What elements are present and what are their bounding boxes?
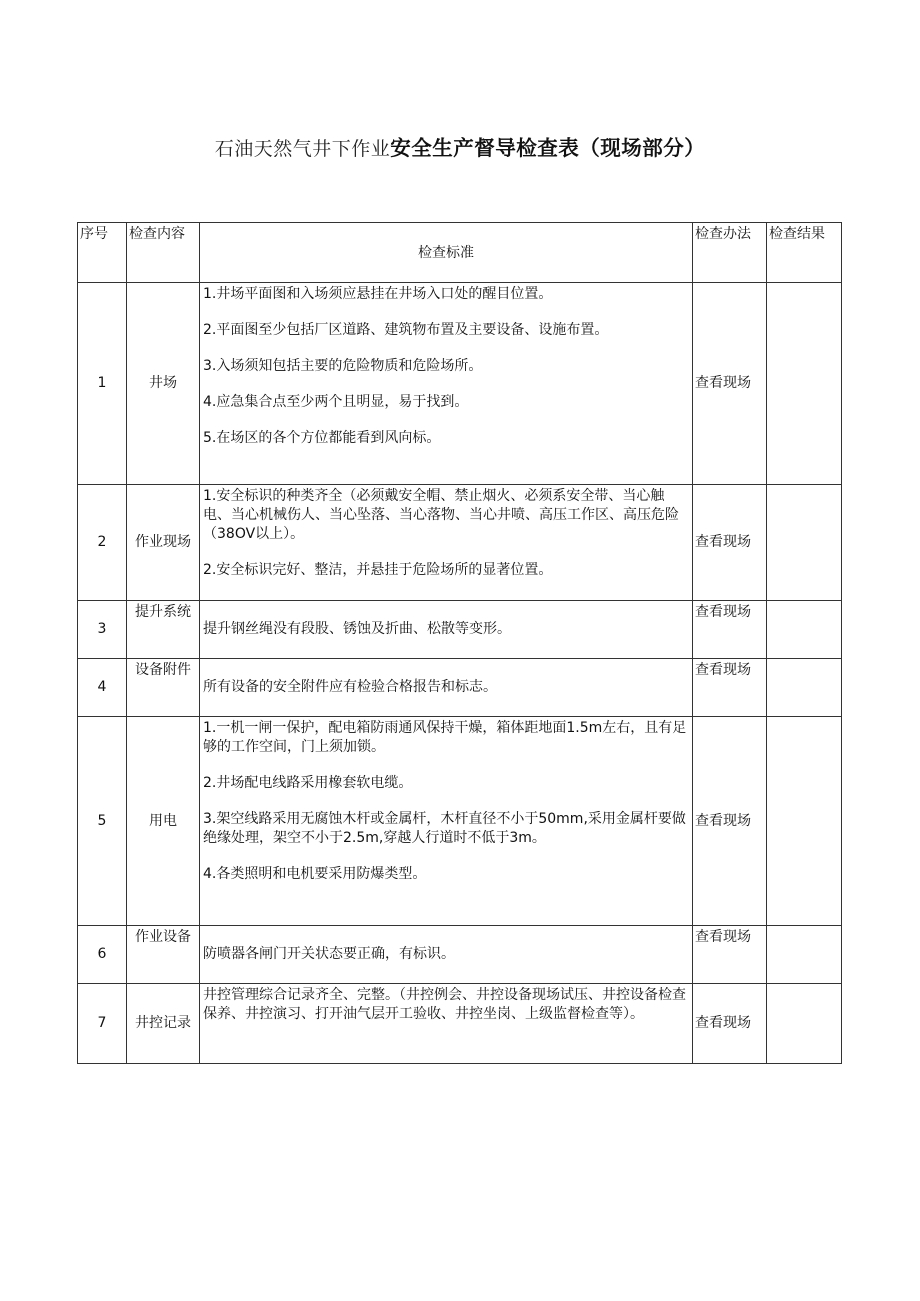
header-no: 序号 [78, 223, 127, 283]
standard-item: 1.井场平面图和入场须应悬挂在井场入口处的醒目位置。 [203, 286, 553, 302]
header-result: 检查结果 [767, 223, 842, 283]
row-method: 查看现场 [693, 485, 767, 601]
table-row [78, 717, 842, 926]
row-content: 井控记录 [127, 984, 200, 1064]
table-header-row [78, 223, 842, 283]
row-standard [200, 485, 693, 601]
row-number: 2 [78, 485, 127, 601]
row-number: 6 [78, 926, 127, 984]
row-result [767, 601, 842, 659]
row-method: 查看现场 [693, 717, 767, 926]
standard-item: 2.井场配电线路采用橡套软电缆。 [203, 775, 413, 791]
standard-item: 防喷器各闸门开关状态要正确，有标识。 [203, 946, 455, 962]
standard-item: 所有设备的安全附件应有检验合格报告和标志。 [203, 679, 497, 695]
standard-item: 4.各类照明和电机要采用防爆类型。 [203, 866, 427, 882]
row-method: 查看现场 [693, 283, 767, 485]
row-result [767, 984, 842, 1064]
row-method: 查看现场 [693, 984, 767, 1064]
inspection-table [77, 222, 842, 1064]
row-content: 作业现场 [127, 485, 200, 601]
row-standard [200, 984, 693, 1064]
row-standard [200, 717, 693, 926]
row-method: 查看现场 [693, 601, 767, 659]
row-standard [200, 283, 693, 485]
row-number: 3 [78, 601, 127, 659]
row-standard [200, 659, 693, 717]
row-number: 5 [78, 717, 127, 926]
table-row [78, 485, 842, 601]
standard-item: 5.在场区的各个方位都能看到风向标。 [203, 430, 441, 446]
row-method: 查看现场 [693, 926, 767, 984]
table-row [78, 926, 842, 984]
table-row [78, 659, 842, 717]
table-row [78, 283, 842, 485]
row-number: 4 [78, 659, 127, 717]
row-standard [200, 926, 693, 984]
row-method: 查看现场 [693, 659, 767, 717]
standard-item: 3.架空线路采用无腐蚀木杆或金属杆，木杆直径不小于50mm,采用金属杆要做绝缘处理，架空不小于2.5m,穿越人行道时不低于3m。 [203, 811, 686, 846]
table-row [78, 984, 842, 1064]
standard-item: 3.入场须知包括主要的危险物质和危险场所。 [203, 358, 483, 374]
header-content: 检查内容 [127, 223, 200, 283]
standard-item: 2.安全标识完好、整洁，并悬挂于危险场所的显著位置。 [203, 562, 553, 578]
row-content: 设备附件 [127, 659, 200, 717]
row-standard [200, 601, 693, 659]
standard-item: 2.平面图至少包括厂区道路、建筑物布置及主要设备、设施布置。 [203, 322, 609, 338]
row-result [767, 717, 842, 926]
row-content: 作业设备 [127, 926, 200, 984]
header-method: 检查办法 [693, 223, 767, 283]
row-number: 1 [78, 283, 127, 485]
row-result [767, 283, 842, 485]
row-number: 7 [78, 984, 127, 1064]
row-result [767, 926, 842, 984]
table-row [78, 601, 842, 659]
page-title [0, 131, 920, 161]
standard-item: 1.一机一闸一保护，配电箱防雨通风保持干燥，箱体距地面1.5m左右，且有足够的工作空间，门上须加锁。 [203, 720, 687, 755]
standard-item: 1.安全标识的种类齐全（必须戴安全帽、禁止烟火、必须系安全带、当心触电、当心机械伤人、当心坠落、当心落物、当心井喷、高压工作区、高压危险（38OV以上）。 [203, 488, 679, 542]
standard-item: 井控管理综合记录齐全、完整。（井控例会、井控设备现场试压、井控设备检查保养、井控演习、打开油气层开工验收、井控坐岗、上级监督检查等）。 [203, 987, 686, 1022]
row-result [767, 485, 842, 601]
title-part-2: 安全生产督导检查表（现场部分） [390, 136, 706, 160]
row-content: 井场 [127, 283, 200, 485]
standard-item: 提升钢丝绳没有段股、锈蚀及折曲、松散等变形。 [203, 621, 511, 637]
row-content: 用电 [127, 717, 200, 926]
title-part-1: 石油天然气井下作业 [214, 138, 391, 160]
header-standard: 检查标准 [200, 223, 693, 283]
standard-item: 4.应急集合点至少两个且明显，易于找到。 [203, 394, 469, 410]
row-content: 提升系统 [127, 601, 200, 659]
row-result [767, 659, 842, 717]
